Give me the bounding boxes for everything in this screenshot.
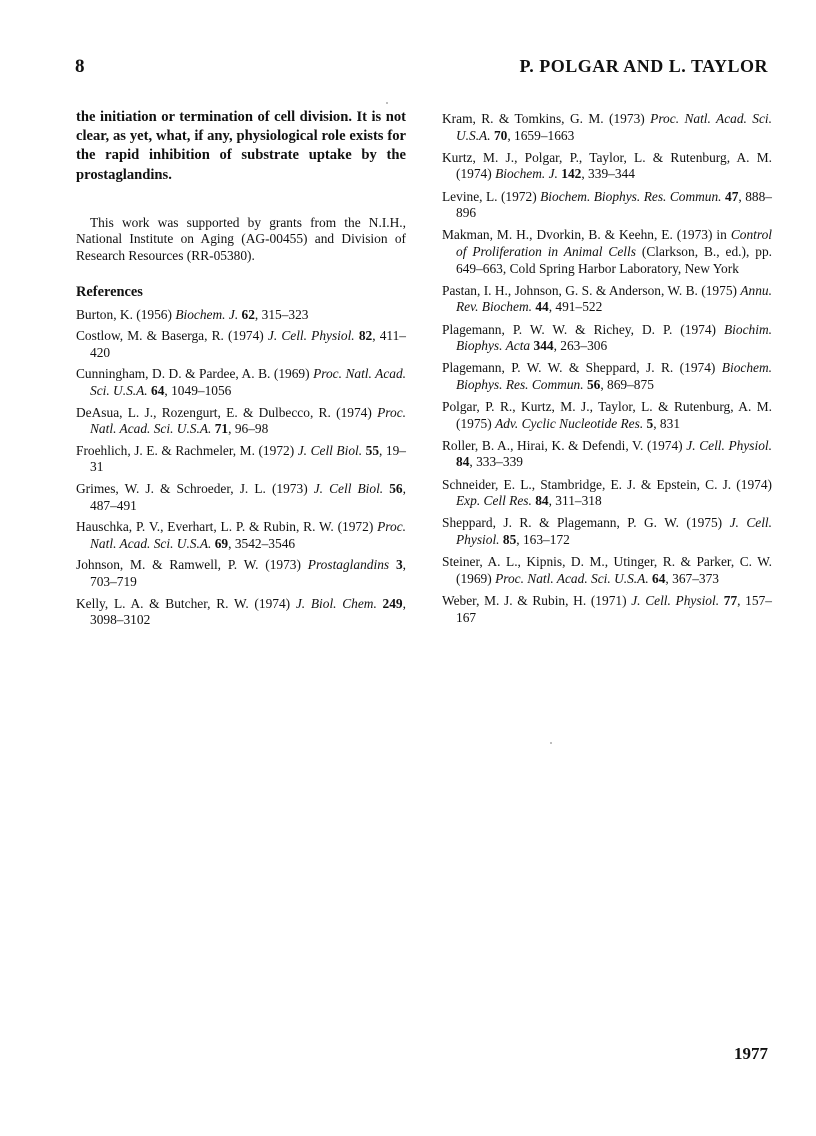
reference-entry: [76, 307, 406, 324]
reference-journal: J. Cell. Physiol.: [267, 328, 355, 344]
reference-pages: , 3098–3102: [90, 595, 406, 628]
reference-journal: Annu. Rev. Biochem.: [456, 282, 772, 315]
reference-pages: , 487–491: [90, 480, 406, 513]
reference-entry: [442, 554, 772, 587]
reference-volume: 56: [389, 480, 403, 496]
reference-entry: [76, 519, 406, 552]
reference-entry: [442, 283, 772, 316]
references-heading: References: [76, 283, 143, 300]
reference-entry: [442, 593, 772, 626]
reference-pages: , 367–373: [665, 570, 719, 586]
reference-volume: 64: [151, 382, 165, 398]
reference-pages: , 1049–1056: [164, 382, 232, 398]
reference-pages: , 311–318: [548, 493, 602, 509]
right-column: [442, 111, 772, 632]
reference-authors: Burton, K. (1956): [76, 306, 172, 322]
reference-authors: Costlow, M. & Baserga, R. (1974): [76, 328, 264, 344]
reference-journal: J. Cell. Physiol.: [631, 592, 720, 608]
reference-journal: J. Cell Biol.: [297, 442, 363, 458]
reference-entry: [442, 150, 772, 183]
reference-journal: Biochim. Biophys. Acta: [456, 321, 772, 354]
print-speck: [550, 742, 552, 744]
reference-pages: , 263–306: [553, 338, 608, 354]
reference-pages: , 339–344: [581, 166, 635, 182]
left-column: [76, 108, 406, 634]
reference-volume: 3: [395, 557, 403, 573]
reference-pages: , 888–896: [456, 188, 772, 221]
reference-authors: Levine, L. (1972): [442, 188, 537, 204]
reference-journal: Proc. Natl. Acad. Sci. U.S.A.: [495, 570, 649, 586]
reference-journal: J. Biol. Chem.: [295, 595, 377, 611]
reference-journal: Proc. Natl. Acad. Sci. U.S.A.: [90, 404, 406, 437]
reference-authors: Grimes, W. J. & Schroeder, J. L. (1973): [76, 480, 308, 496]
reference-pages: , 3542–3546: [228, 535, 296, 551]
reference-pages: , 315–323: [254, 306, 309, 322]
reference-entry: [442, 477, 772, 510]
reference-pages: , 19–31: [90, 442, 407, 475]
reference-authors: Hauschka, P. V., Everhart, L. P. & Rubin, R. W. (1972): [76, 519, 374, 535]
reference-authors: Kelly, L. A. & Butcher, R. W. (1974): [76, 595, 291, 611]
reference-authors: Sheppard, J. R. & Plagemann, P. G. W. (1975): [442, 515, 723, 531]
reference-journal: Biochem. Biophys. Res. Commun.: [456, 360, 772, 392]
reference-volume: 55: [365, 442, 380, 458]
reference-journal: Biochem. J.: [175, 306, 239, 322]
reference-pages: , 157–167: [456, 592, 772, 625]
reference-pages: , 411–420: [90, 328, 406, 360]
reference-authors: Plagemann, P. W. W. & Sheppard, J. R. (1974): [442, 360, 716, 376]
reference-list-left: [76, 307, 406, 629]
reference-volume: 44: [535, 299, 549, 315]
reference-entry: [76, 328, 406, 361]
reference-journal: J. Cell Biol.: [313, 480, 384, 496]
acknowledgement-paragraph: This work was supported by grants from the N.I.H., National Institute on Aging (AG-00455) and Division of Research Resources (RR-05380).: [76, 214, 406, 263]
reference-entry: [442, 189, 772, 222]
reference-volume: 142: [561, 166, 582, 182]
reference-volume: 62: [241, 306, 255, 322]
reference-volume: 64: [652, 570, 666, 586]
reference-journal: Control of Proliferation in Animal Cells: [456, 227, 772, 259]
reference-authors: Makman, M. H., Dvorkin, B. & Keehn, E. (1973) in: [442, 227, 727, 243]
reference-entry: [442, 360, 772, 393]
page-number: 8: [75, 56, 85, 77]
reference-entry: [442, 227, 772, 277]
reference-journal: Proc. Natl. Acad. Sci. U.S.A.: [456, 111, 772, 143]
reference-pages: , 869–875: [600, 376, 654, 392]
reference-pages: , 831: [653, 415, 681, 431]
reference-authors: Roller, B. A., Hirai, K. & Defendi, V. (1974): [442, 437, 683, 453]
reference-volume: 84: [456, 454, 470, 470]
reference-pages: , 1659–1663: [507, 127, 575, 143]
reference-volume: 69: [214, 535, 229, 551]
reference-authors: Weber, M. J. & Rubin, H. (1971): [442, 592, 627, 608]
reference-authors: Froehlich, J. E. & Rachmeler, M. (1972): [76, 442, 295, 458]
reference-entry: [76, 557, 406, 590]
reference-volume: 56: [586, 376, 601, 392]
reference-volume: 70: [493, 127, 508, 143]
reference-pages: , 163–172: [516, 532, 570, 547]
reference-entry: [442, 399, 772, 432]
reference-journal: Adv. Cyclic Nucleotide Res.: [495, 415, 644, 431]
reference-journal: Proc. Natl. Acad. Sci. U.S.A.: [90, 366, 407, 398]
reference-entry: [76, 443, 406, 476]
reference-pages: , 491–522: [548, 299, 603, 315]
reference-volume: 5: [646, 415, 654, 431]
footer-year: 1977: [734, 1044, 768, 1063]
body-paragraph: the initiation or termination of cell division. It is not clear, as yet, what, if any, physiological role exists for the rapid inhibition of substrate uptake by the prostaglandins.: [76, 109, 406, 183]
reference-volume: 249: [382, 595, 403, 611]
reference-journal: Prostaglandins: [307, 557, 390, 573]
reference-journal: Biochem. Biophys. Res. Commun.: [540, 188, 722, 204]
reference-pages: , 333–339: [469, 454, 523, 470]
reference-volume: 84: [535, 493, 549, 509]
reference-volume: 82: [358, 328, 373, 344]
reference-journal: Biochem. J.: [495, 166, 558, 182]
reference-authors: Johnson, M. & Ramwell, P. W. (1973): [76, 557, 301, 573]
reference-volume: 344: [533, 338, 554, 354]
reference-list-right: [442, 111, 772, 626]
reference-entry: [442, 111, 772, 144]
reference-journal: Proc. Natl. Acad. Sci. U.S.A.: [90, 519, 406, 551]
reference-authors: Kurtz, M. J., Polgar, P., Taylor, L. & Rutenburg, A. M. (1974): [442, 149, 772, 182]
reference-entry: [442, 515, 772, 548]
reference-journal: J. Cell. Physiol.: [686, 437, 772, 453]
reference-authors: Plagemann, P. W. W. & Richey, D. P. (1974): [442, 321, 716, 337]
reference-volume: 71: [214, 421, 229, 437]
reference-journal: J. Cell. Physiol.: [456, 515, 772, 547]
reference-pages: , 703–719: [90, 557, 406, 589]
reference-entry: [76, 405, 406, 438]
reference-volume: 77: [723, 592, 738, 608]
reference-authors: Cunningham, D. D. & Pardee, A. B. (1969): [76, 366, 310, 382]
reference-authors: DeAsua, L. J., Rozengurt, E. & Dulbecco, R. (1974): [76, 404, 372, 420]
reference-entry: [76, 596, 406, 629]
reference-authors: Schneider, E. L., Stambridge, E. J. & Epstein, C. J. (1974): [442, 476, 772, 492]
reference-entry: [442, 438, 772, 471]
reference-pages: , 96–98: [228, 421, 269, 437]
print-speck: [386, 102, 388, 104]
reference-entry: [76, 481, 406, 514]
reference-entry: [442, 322, 772, 355]
reference-pages: (Clarkson, B., ed.), pp. 649–663, Cold Spring Harbor Laboratory, New York: [456, 243, 772, 276]
reference-journal: Exp. Cell Res.: [456, 493, 532, 509]
reference-volume: 85: [502, 532, 517, 547]
reference-authors: Steiner, A. L., Kipnis, D. M., Utinger, R. & Parker, C. W. (1969): [442, 554, 772, 586]
reference-authors: Pastan, I. H., Johnson, G. S. & Anderson, W. B. (1975): [442, 282, 737, 298]
reference-authors: Polgar, P. R., Kurtz, M. J., Taylor, L. & Rutenburg, A. M. (1975): [442, 399, 772, 431]
reference-volume: 47: [725, 188, 739, 204]
running-head: P. POLGAR AND L. TAYLOR: [519, 56, 768, 76]
reference-entry: [76, 366, 406, 399]
reference-authors: Kram, R. & Tomkins, G. M. (1973): [442, 111, 645, 126]
